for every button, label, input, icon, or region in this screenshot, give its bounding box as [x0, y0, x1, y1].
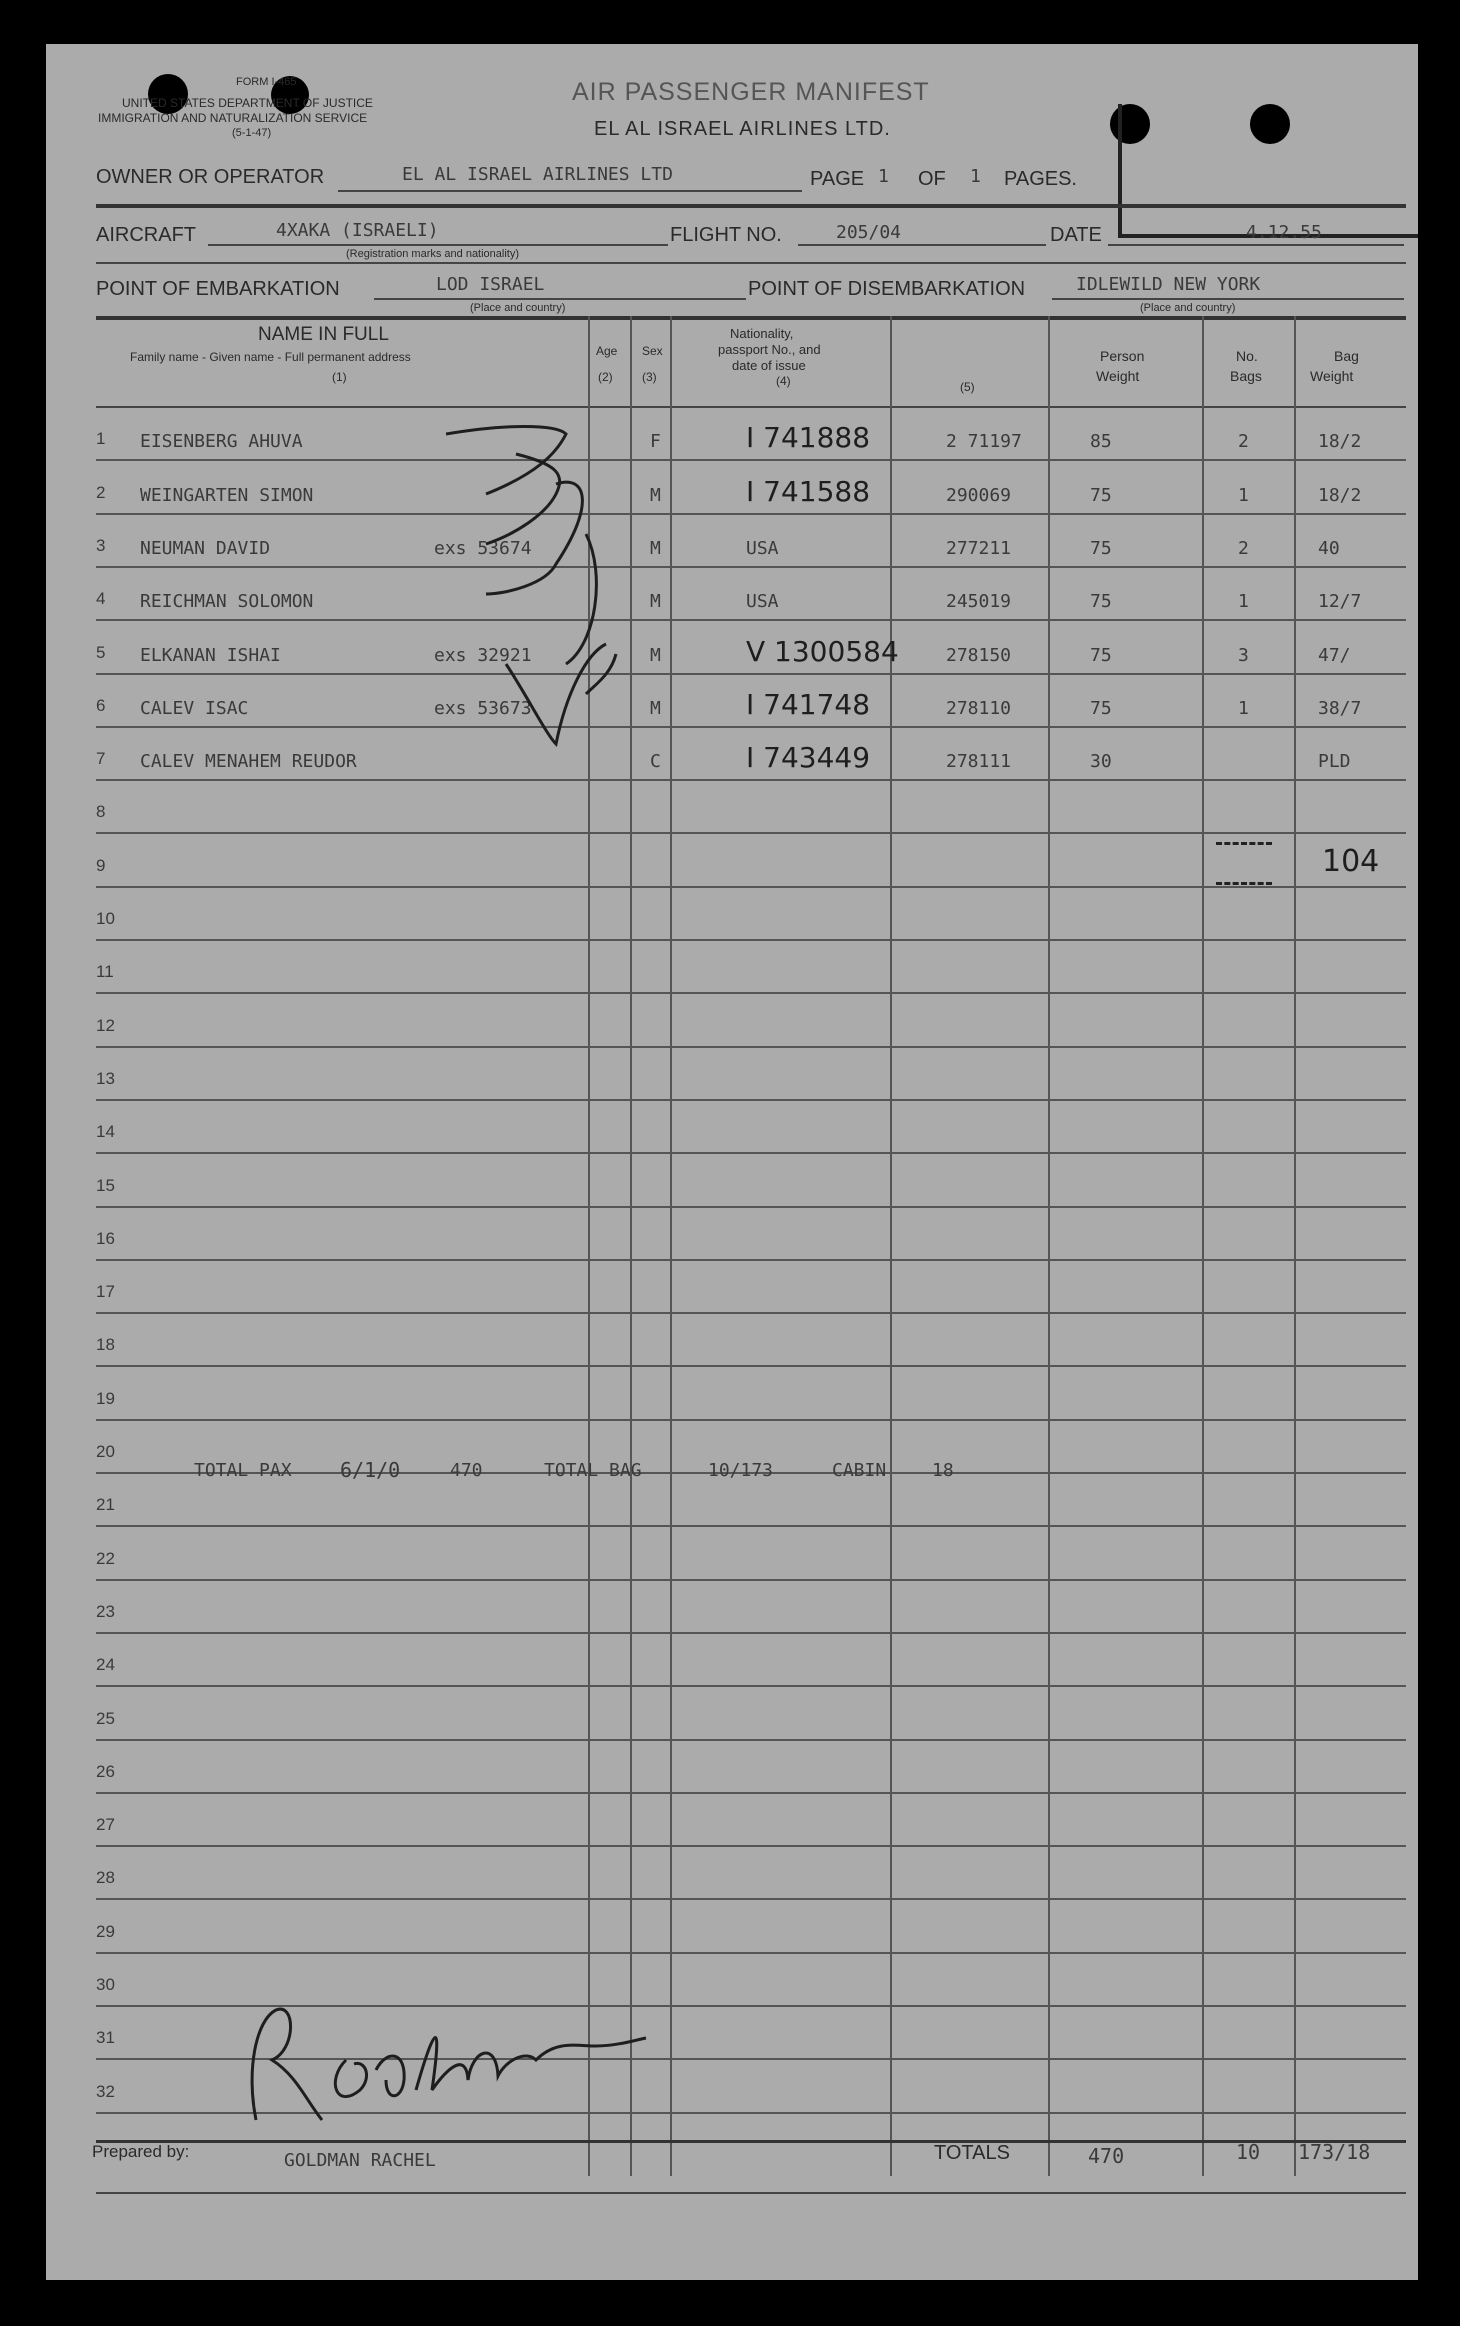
aircraft-label: AIRCRAFT — [96, 224, 196, 246]
cabin-value: 18 — [932, 1460, 954, 1481]
passenger-name: EISENBERG AHUVA — [140, 431, 303, 452]
passenger-bag-weight: 47/ — [1318, 645, 1351, 666]
embark-value: LOD ISRAEL — [436, 274, 545, 295]
disembark-caption: (Place and country) — [1140, 302, 1236, 314]
col-sex-num: (3) — [642, 370, 657, 384]
date-value: 4.12.55 — [1246, 222, 1322, 243]
row-number: 9 — [96, 856, 106, 875]
col-5-num: (5) — [960, 380, 975, 394]
aircraft-underline — [208, 244, 668, 246]
row-line — [96, 1099, 1406, 1101]
col-bag-weight-1: Bag — [1334, 348, 1359, 364]
row-number: 6 — [96, 696, 106, 715]
passenger-person-weight: 85 — [1090, 431, 1112, 452]
col-age-num: (2) — [598, 370, 613, 384]
table-top-rule — [96, 316, 1406, 320]
flight-underline — [798, 244, 1046, 246]
passenger-bags: 1 — [1238, 591, 1249, 612]
agency-line-2: IMMIGRATION AND NATURALIZATION SERVICE — [98, 111, 368, 125]
dash-mark — [1216, 842, 1272, 845]
col-divider — [1048, 316, 1050, 2176]
row-line — [96, 1259, 1406, 1261]
dash-mark — [1216, 882, 1272, 885]
row-number: 26 — [96, 1762, 115, 1781]
passenger-nationality: USA — [746, 538, 779, 559]
row-number: 3 — [96, 536, 106, 555]
passenger-bag-weight: 12/7 — [1318, 591, 1362, 612]
passenger-bags: 2 — [1238, 538, 1249, 559]
row-number: 10 — [96, 909, 115, 928]
passenger-person-weight: 75 — [1090, 485, 1112, 506]
row-number: 1 — [96, 429, 106, 448]
passenger-sex: F — [650, 431, 661, 452]
col-name-sub: Family name - Given name - Full permanent address — [130, 350, 411, 364]
passenger-sex: M — [650, 538, 661, 559]
row-number: 27 — [96, 1815, 115, 1834]
passenger-bags: 2 — [1238, 431, 1249, 452]
disembark-value: IDLEWILD NEW YORK — [1076, 274, 1261, 295]
passenger-person-weight: 30 — [1090, 751, 1112, 772]
passenger-nationality: I 741888 — [746, 421, 871, 454]
pen-check-marks — [446, 414, 646, 774]
owner-value: EL AL ISRAEL AIRLINES LTD — [402, 164, 673, 185]
total-bags: 10 — [1236, 2140, 1261, 2164]
passenger-sex: C — [650, 751, 661, 772]
row-line — [96, 1525, 1406, 1527]
row-number: 18 — [96, 1335, 115, 1354]
row-number: 29 — [96, 1922, 115, 1941]
row-number: 32 — [96, 2082, 115, 2101]
passenger-bags: 1 — [1238, 485, 1249, 506]
row-number: 25 — [96, 1709, 115, 1728]
col-name-title: NAME IN FULL — [258, 324, 389, 345]
total-pax-weight: 470 — [450, 1460, 483, 1481]
row-number: 13 — [96, 1069, 115, 1088]
total-bag-value: 10/173 — [708, 1460, 774, 1481]
row-line — [96, 1898, 1406, 1900]
agency-line-1: UNITED STATES DEPARTMENT OF JUSTICE — [122, 96, 373, 110]
row-line — [96, 726, 1406, 728]
row-number: 4 — [96, 589, 106, 608]
row-number: 24 — [96, 1655, 115, 1674]
passenger-col5: 277211 — [946, 538, 1012, 559]
row-number: 7 — [96, 749, 106, 768]
passenger-nationality: I 741748 — [746, 688, 871, 721]
col-divider — [1294, 316, 1296, 2176]
row-number: 30 — [96, 1975, 115, 1994]
passenger-bag-weight: PLD — [1318, 751, 1351, 772]
row-line — [96, 1312, 1406, 1314]
header-bottom-rule — [96, 406, 1406, 408]
prepared-value: GOLDMAN RACHEL — [284, 2150, 436, 2171]
passenger-col5: 278110 — [946, 698, 1012, 719]
row-number: 12 — [96, 1016, 115, 1035]
row-number: 14 — [96, 1122, 115, 1141]
row-line — [96, 566, 1406, 568]
cabin-label: CABIN — [832, 1460, 887, 1481]
col-sex: Sex — [642, 344, 663, 358]
row-line — [96, 1792, 1406, 1794]
passenger-bags: 3 — [1238, 645, 1249, 666]
col-age: Age — [596, 344, 618, 358]
row-line — [96, 779, 1406, 781]
owner-label: OWNER OR OPERATOR — [96, 166, 325, 188]
col-divider — [1202, 316, 1204, 2176]
passenger-extra: exs 32921 — [434, 645, 532, 666]
col-nat-2: passport No., and — [718, 342, 821, 357]
passenger-extra: exs 53673 — [434, 698, 532, 719]
row-number: 19 — [96, 1389, 115, 1408]
row-number: 15 — [96, 1176, 115, 1195]
row-line — [96, 1579, 1406, 1581]
row-number: 17 — [96, 1282, 115, 1301]
row-line — [96, 513, 1406, 515]
passenger-bag-weight: 18/2 — [1318, 485, 1362, 506]
passenger-nationality: I 743449 — [746, 741, 871, 774]
header-rule — [96, 262, 1406, 264]
row-line — [96, 619, 1406, 621]
total-pax-value: 6/1/0 — [340, 1458, 401, 1482]
total-bag-weight: 173/18 — [1298, 2140, 1371, 2164]
of-value: 1 — [970, 166, 981, 187]
col-nat-num: (4) — [776, 374, 791, 388]
col-person-weight-1: Person — [1100, 348, 1145, 364]
passenger-person-weight: 75 — [1090, 645, 1112, 666]
passenger-bag-weight: 38/7 — [1318, 698, 1362, 719]
col-name-num: (1) — [332, 370, 347, 384]
passenger-sex: M — [650, 698, 661, 719]
row-number: 11 — [96, 962, 114, 981]
embark-caption: (Place and country) — [470, 302, 566, 314]
col-bag-weight-2: Weight — [1310, 368, 1354, 384]
prepared-label: Prepared by: — [92, 2142, 190, 2161]
row-line — [96, 1952, 1406, 1954]
row-number: 23 — [96, 1602, 115, 1621]
passenger-col5: 245019 — [946, 591, 1012, 612]
passenger-name: WEINGARTEN SIMON — [140, 485, 314, 506]
passenger-nationality: USA — [746, 591, 779, 612]
passenger-sex: M — [650, 645, 661, 666]
form-number: FORM I-465 — [236, 76, 297, 88]
flight-label: FLIGHT NO. — [670, 224, 782, 246]
aircraft-caption: (Registration marks and nationality) — [346, 248, 520, 260]
row-line — [96, 992, 1406, 994]
row-line — [96, 1632, 1406, 1634]
row-line — [96, 1419, 1406, 1421]
passenger-col5: 278150 — [946, 645, 1012, 666]
total-bag-label: TOTAL BAG — [544, 1460, 642, 1481]
col-nat-3: date of issue — [732, 358, 806, 373]
row-line — [96, 673, 1406, 675]
row-number: 21 — [96, 1495, 115, 1514]
row-line — [96, 1206, 1406, 1208]
passenger-col5: 278111 — [946, 751, 1012, 772]
passenger-name: ELKANAN ISHAI — [140, 645, 281, 666]
footer-bottom-rule — [96, 2192, 1406, 2194]
date-label: DATE — [1050, 224, 1102, 246]
passenger-sex: M — [650, 485, 661, 506]
row-line — [96, 832, 1406, 834]
row-number: 22 — [96, 1549, 115, 1568]
row-number: 28 — [96, 1868, 115, 1887]
header-rule — [96, 204, 1406, 208]
corner-bracket — [1118, 104, 1418, 238]
passenger-name: REICHMAN SOLOMON — [140, 591, 314, 612]
flight-value: 205/04 — [836, 222, 902, 243]
disembark-label: POINT OF DISEMBARKATION — [748, 278, 1026, 300]
total-person-weight: 470 — [1088, 2144, 1125, 2168]
row-line — [96, 1152, 1406, 1154]
date-underline — [1108, 244, 1404, 246]
passenger-person-weight: 75 — [1090, 538, 1112, 559]
row-line — [96, 939, 1406, 941]
passenger-bag-weight: 18/2 — [1318, 431, 1362, 452]
row-line — [96, 886, 1406, 888]
row-number: 31 — [96, 2028, 115, 2047]
embark-label: POINT OF EMBARKATION — [96, 278, 340, 300]
handwritten-note: 104 — [1322, 844, 1380, 879]
passenger-col5: 290069 — [946, 485, 1012, 506]
disembark-underline — [1052, 298, 1404, 300]
col-divider — [890, 316, 892, 2176]
manifest-sheet — [46, 44, 1418, 2280]
totals-label: TOTALS — [934, 2142, 1010, 2164]
passenger-name: NEUMAN DAVID — [140, 538, 271, 559]
form-edition: (5-1-47) — [232, 127, 272, 139]
row-number: 8 — [96, 802, 106, 821]
of-label: OF — [918, 168, 946, 190]
row-line — [96, 1845, 1406, 1847]
row-number: 5 — [96, 643, 106, 662]
row-number: 20 — [96, 1442, 115, 1461]
row-line — [96, 1685, 1406, 1687]
page-label: PAGE — [810, 168, 865, 190]
footer-top-rule — [96, 2140, 1406, 2143]
pages-label: PAGES. — [1004, 168, 1077, 190]
row-number: 16 — [96, 1229, 115, 1248]
col-bags-1: No. — [1236, 348, 1258, 364]
passenger-sex: M — [650, 591, 661, 612]
passenger-bag-weight: 40 — [1318, 538, 1340, 559]
passenger-name: CALEV MENAHEM REUDOR — [140, 751, 357, 772]
passenger-name: CALEV ISAC — [140, 698, 249, 719]
row-line — [96, 1365, 1406, 1367]
passenger-col5: 2 71197 — [946, 431, 1022, 452]
col-divider — [670, 316, 672, 2176]
row-number: 2 — [96, 483, 106, 502]
page-value: 1 — [878, 166, 889, 187]
total-pax-label: TOTAL PAX — [194, 1460, 292, 1481]
passenger-nationality: V 1300584 — [746, 635, 899, 668]
col-person-weight-2: Weight — [1096, 368, 1140, 384]
passenger-person-weight: 75 — [1090, 698, 1112, 719]
form-title: AIR PASSENGER MANIFEST — [572, 78, 930, 106]
passenger-bags: 1 — [1238, 698, 1249, 719]
owner-underline — [338, 190, 802, 192]
row-line — [96, 1046, 1406, 1048]
passenger-extra: exs 53674 — [434, 538, 532, 559]
signature-scribble — [236, 1980, 656, 2130]
col-bags-2: Bags — [1230, 368, 1262, 384]
row-line — [96, 1739, 1406, 1741]
aircraft-value: 4XAKA (ISRAELI) — [276, 220, 439, 241]
embark-underline — [374, 298, 746, 300]
row-line — [96, 459, 1406, 461]
col-nat-1: Nationality, — [730, 326, 794, 341]
airline-name: EL AL ISRAEL AIRLINES LTD. — [594, 118, 891, 140]
passenger-person-weight: 75 — [1090, 591, 1112, 612]
passenger-nationality: I 741588 — [746, 475, 871, 508]
